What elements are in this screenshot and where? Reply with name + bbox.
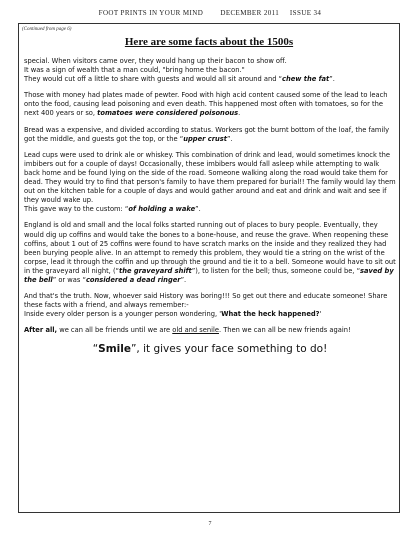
page-number: 7 xyxy=(208,521,212,527)
issue-date: DECEMBER 2011 xyxy=(220,9,280,17)
article-body xyxy=(24,57,396,363)
phrase-what-happened: What the heck happened? xyxy=(221,310,320,319)
paragraph-bread: Bread was a expensive, and divided according to status. Workers got the burnt bottom of the loaf, the family got the middle, and guests got the top, or the “upper crust”. xyxy=(24,125,390,143)
paragraph-coffins: England is old and small and the local folks started running out of places to bury people. Eventually, they would dig up coffins and would take the bones to a bone-house, and reuse the grave. When reopening these coffins, about 1 out of 25 coffins were found to have scratch marks on the inside and they realized they had been burying people alive. In an attempt to remedy this problem, they would tie a string on the wrist of the corpse, lead it through the coffin and up through the ground and tie it to a bell. Someone would have to sit out in the graveyard all night, (“the graveyard shift”), to listen for the bell; thus, someone could be, “saved by the bell” or was “considered a dead ringer”. xyxy=(24,221,396,284)
phrase-old-and-senile: old and senile xyxy=(172,326,219,335)
phrase-saved-by-the-bell: saved by the bell xyxy=(24,266,394,284)
phrase-graveyard-shift: the graveyard shift xyxy=(119,266,192,275)
phrase-holding-a-wake: of holding a wake xyxy=(128,205,196,214)
word-smile: Smile xyxy=(98,343,131,356)
closing-smile-line: “Smile”, it gives your face something to do! xyxy=(92,343,328,356)
paragraph-pewter: Those with money had plates made of pewter. Food with high acid content caused some of the lead to leach onto the food, causing lead poisoning and even death. This happened most often with tomatoes, so for the next 400 years or so, tomatoes were considered poisonous. xyxy=(24,91,388,118)
publication-name: FOOT PRINTS IN YOUR MIND xyxy=(98,9,204,17)
phrase-upper-crust: upper crust xyxy=(183,134,227,143)
paragraph-truth: And that's the truth. Now, whoever said History was boring!!! So get out there and educate someone! Share these facts with a friend, and always remember:- Inside every older person is a younger person wondering, 'What the heck happened?' xyxy=(24,292,388,319)
page-header xyxy=(0,9,420,17)
phrase-tomatoes-poisonous: tomatoes were considered poisonous xyxy=(97,109,239,118)
phrase-chew-the-fat: chew the fat xyxy=(282,75,330,84)
paragraph-lead-cups: Lead cups were used to drink ale or whiskey. This combination of drink and lead, would sometimes knock the imbibers out for a couple of days! Occasionally, these imbibers would fall asleep while attempting to walk back home and be found lying on the side of the road. Someone walking along the road would take them for dead. They would try to find that person's family to have them prepared for burial!! The family would lay them out on the kitchen table for a couple of days and would gather around and eat and drink and wait and see if they would wake up. This gave way to the custom: “of holding a wake”. xyxy=(24,150,396,214)
issue-number: ISSUE 34 xyxy=(289,9,322,17)
continued-note: (Continued from page 6) xyxy=(22,27,72,32)
paragraph-friends: After all, we can all be friends until we are old and senile. Then we can all be new friends again! xyxy=(24,326,351,335)
article-title: Here are some facts about the 1500s xyxy=(124,36,294,48)
phrase-dead-ringer: considered a dead ringer xyxy=(85,275,181,284)
paragraph-bacon: special. When visitors came over, they would hang up their bacon to show off. It was a sign of wealth that a man could, "bring home the bacon." They would cut off a little to share with guests and would all sit around and “chew the fat”. xyxy=(24,57,335,84)
